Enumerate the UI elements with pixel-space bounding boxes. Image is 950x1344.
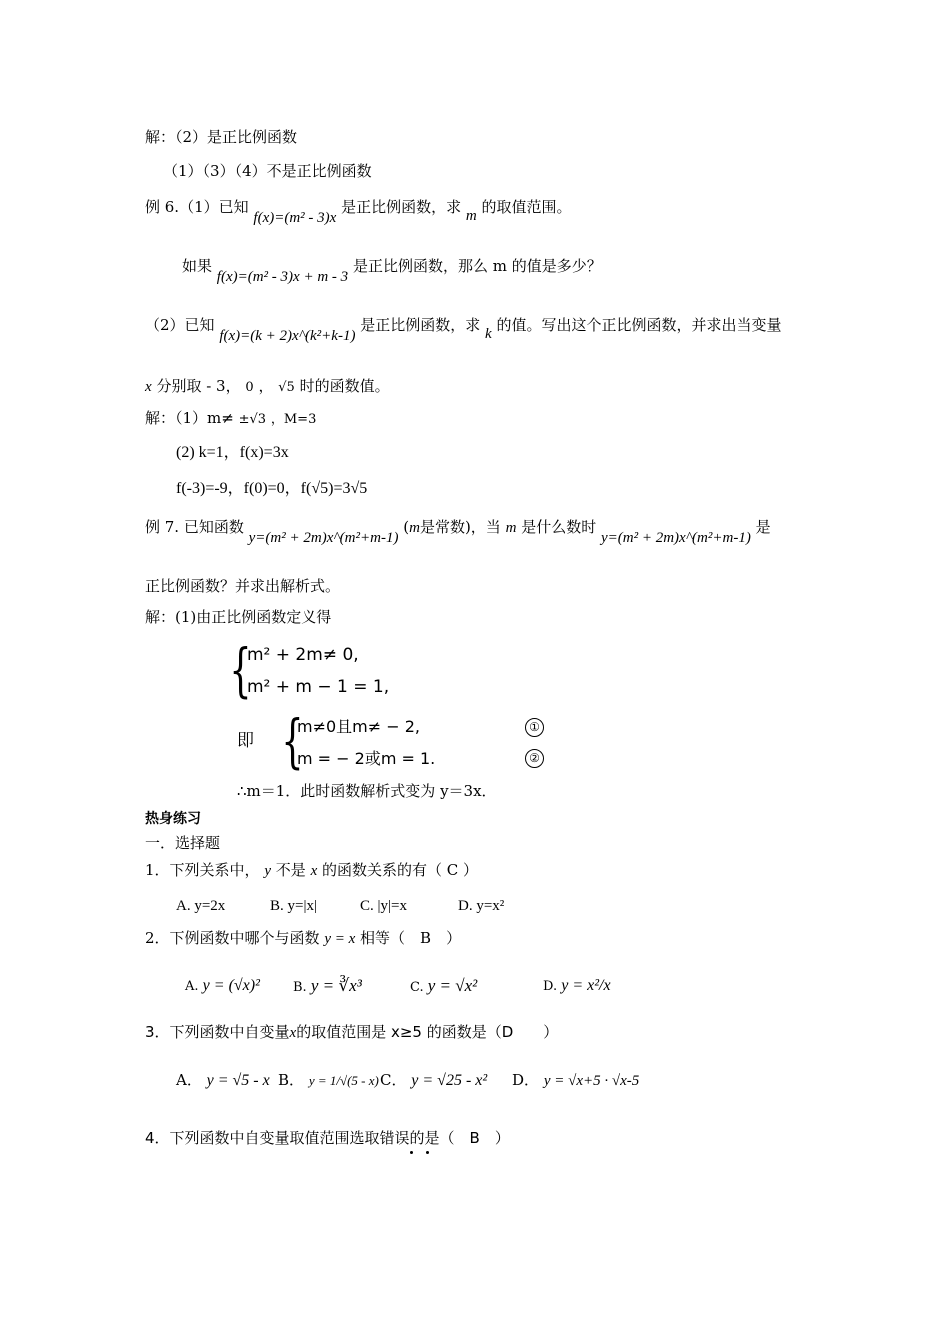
value: ±√3 [238, 412, 267, 427]
text: 时的函数值。 [299, 377, 390, 395]
circled-2 [525, 747, 544, 768]
example-label: 例 6.（1）已知 [145, 198, 249, 216]
formula: y = √5 - x [206, 1072, 270, 1089]
q1-option-b: B. y=|x| [270, 898, 317, 914]
circled-number: ② [525, 749, 544, 768]
q1-option-d: D. y=x² [458, 898, 505, 914]
value: 0 [245, 380, 254, 395]
text: 的取值范围是 x≥5 的函数是（D ） [296, 1023, 559, 1041]
formula: y=(m² + 2m)x^(m²+m-1) [248, 530, 399, 546]
system-eq-3: m≠0且m≠ − 2, [297, 717, 421, 736]
option-label: C. [410, 980, 424, 995]
solution-line: 解：（2）是正比例函数 [145, 128, 298, 146]
circled-number: ① [525, 718, 544, 737]
q3-option-a [176, 1070, 270, 1091]
system-eq-4: m = − 2或m = 1. [297, 749, 436, 768]
section-heading: 热身练习 [145, 811, 201, 827]
text: 3．下列函数中自变量 [145, 1023, 290, 1041]
variable: y [264, 863, 271, 879]
question-2 [145, 928, 461, 949]
left-brace: { [229, 636, 252, 704]
text: 1．下列关系中， [145, 861, 260, 879]
example-6-line-1 [145, 197, 572, 226]
variable: k [485, 326, 492, 342]
value: ，M=3 [270, 412, 317, 427]
q2-option-b [293, 976, 362, 998]
text: ( [403, 518, 410, 536]
q1-option-a: A. y=2x [176, 898, 226, 914]
formula: f(x)=(k + 2)x^(k²+k-1) [219, 328, 356, 344]
formula: y = √25 - x² [411, 1072, 488, 1089]
emphasis-dot [426, 1151, 429, 1154]
text: 不是 [275, 861, 306, 879]
text: 是常数)，当 [419, 518, 501, 536]
formula: y = √x+5 · √x-5 [543, 1073, 640, 1089]
text: 是什么数时 [521, 518, 597, 536]
text: 4．下列函数中自变量取值范围选取错误的是 [145, 1129, 440, 1147]
system-eq-2: m² + m − 1 = 1, [247, 677, 390, 697]
emphasis-dot [410, 1151, 413, 1154]
text: 的取值范围。 [481, 198, 572, 216]
example-6-line-2 [182, 256, 602, 285]
ji-label: 即 [237, 731, 254, 751]
question-1 [145, 860, 478, 881]
text: 如果 [182, 257, 213, 275]
solution-line: （1）（3）（4）不是正比例函数 [163, 162, 372, 180]
value: √5 [278, 380, 295, 395]
q3-option-d [512, 1070, 639, 1091]
q3-option-b [278, 1070, 379, 1091]
option-label: A. [185, 979, 199, 994]
option-label: B． [278, 1071, 305, 1089]
text: 2．下例函数中哪个与函数 [145, 929, 320, 947]
q2-option-c [410, 976, 477, 998]
example-7-line-1 [145, 517, 771, 546]
formula: y = (√x)² [202, 977, 260, 994]
formula: y = x²/x [561, 977, 611, 994]
formula: y = 1/√(5 - x) [308, 1073, 379, 1088]
text: 分别取 - 3， [156, 377, 241, 395]
text: 是正比例函数，求 [360, 316, 481, 334]
text: 是正比例函数，求 [341, 198, 462, 216]
text: ， [258, 377, 274, 395]
solution-6-line-2: (2) k=1，f(x)=3x [176, 444, 289, 461]
formula: y=(m² + 2m)x^(m²+m-1) [601, 530, 751, 546]
formula: y = √x² [427, 976, 478, 995]
text: 的值。写出这个正比例函数，并求出当变量 [496, 316, 782, 334]
text: 是正比例函数，那么 m 的值是多少？ [352, 257, 602, 275]
option-label: D． [512, 1071, 540, 1089]
formula: f(x)=(m² - 3)x + m - 3 [216, 269, 349, 285]
q2-option-a [185, 976, 260, 997]
text: 相等（ B ） [360, 929, 462, 947]
example-label: 例 7. 已知函数 [145, 518, 244, 536]
variable: m [465, 208, 477, 224]
example-6-line-3 [145, 315, 782, 344]
solution-6-line-1 [145, 408, 316, 430]
formula: y = ∛x³ [310, 976, 362, 995]
formula: y = x [324, 931, 356, 947]
variable: m [505, 520, 517, 536]
variable: x [289, 1025, 297, 1041]
text: 是 [755, 518, 771, 536]
left-brace: { [281, 707, 304, 775]
circled-1 [525, 716, 544, 737]
solution-6-line-3: f(-3)=-9，f(0)=0，f(√5)=3√5 [176, 480, 368, 497]
solution-7-line-1: 解：(1)由正比例函数定义得 [145, 608, 332, 626]
option-label: D. [543, 979, 558, 994]
question-4 [145, 1128, 510, 1148]
text: （2）已知 [145, 316, 215, 334]
q2-option-d [543, 976, 611, 997]
option-label: C． [380, 1071, 407, 1089]
text: （ B ） [439, 1129, 510, 1147]
option-label: B. [293, 980, 307, 995]
sub-heading: 一．选择题 [145, 834, 221, 852]
q1-option-c: C. |y|=x [360, 898, 407, 914]
example-7-line-2: 正比例函数？并求出解析式。 [145, 577, 341, 595]
example-6-line-4 [145, 376, 390, 398]
variable: x [145, 379, 152, 395]
variable: m [409, 520, 420, 536]
q3-option-c [380, 1070, 487, 1091]
text: 的函数关系的有（ C ） [322, 861, 479, 879]
variable: x [310, 863, 318, 879]
text: 解：（1）m≠ [145, 409, 234, 427]
conclusion: ∴m＝1．此时函数解析式变为 y＝3x． [237, 782, 497, 800]
option-label: A． [176, 1071, 202, 1089]
system-eq-1: m² + 2m≠ 0, [247, 645, 359, 665]
formula: f(x)=(m² - 3)x [253, 210, 337, 226]
question-3 [145, 1022, 558, 1043]
